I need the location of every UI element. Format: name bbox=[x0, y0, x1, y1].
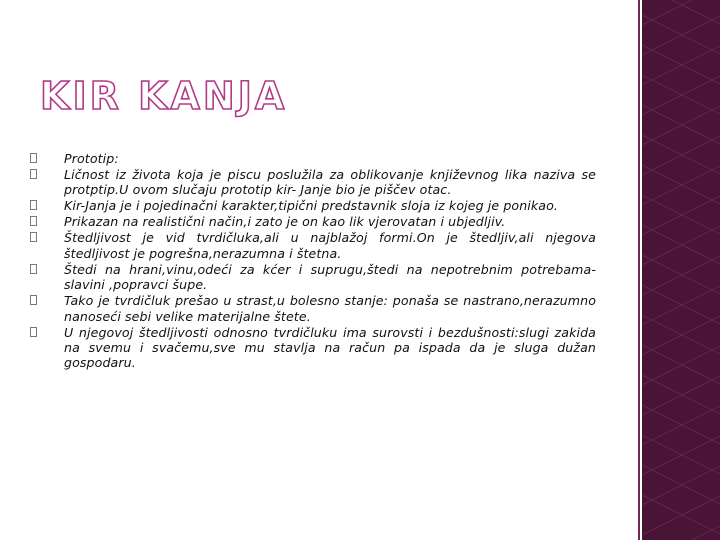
box-bullet-icon bbox=[30, 264, 37, 274]
list-item-text: Tako je tvrdičluk prešao u strast,u bolesno stanje: ponaša se nastrano,nerazumno nanoseći sebi velike materijalne štete. bbox=[64, 293, 596, 324]
list-item bbox=[30, 151, 596, 166]
box-bullet-icon bbox=[30, 295, 37, 305]
side-pattern bbox=[642, 0, 720, 540]
list-item bbox=[30, 214, 596, 229]
box-bullet-icon bbox=[30, 200, 37, 210]
list-item bbox=[30, 167, 596, 198]
list-item bbox=[30, 293, 596, 324]
box-bullet-icon bbox=[30, 232, 37, 242]
list-item-text: Kir-Janja je i pojedinačni karakter,tipični predstavnik sloja iz kojeg je ponikao. bbox=[64, 198, 559, 214]
list-item-text: Prikazan na realistični način,i zato je on kao lik vjerovatan i ubjedljiv. bbox=[64, 214, 506, 230]
box-bullet-icon bbox=[30, 153, 37, 163]
list-item-text: Ličnost iz života koja je piscu poslužila za oblikovanje književnog lika naziva se protptip.U ovom slučaju prototip kir- Janje bio je piščev otac. bbox=[64, 167, 596, 198]
list-item bbox=[30, 325, 596, 371]
list-item bbox=[30, 230, 596, 261]
box-bullet-icon bbox=[30, 169, 37, 179]
side-divider bbox=[638, 0, 640, 540]
list-item-text: Štedi na hrani,vinu,odeći za kćer i suprugu,štedi na nepotrebnim potrebama-slavini ,popravci šupe. bbox=[64, 261, 596, 293]
slide-title bbox=[40, 76, 287, 116]
list-item-text: Prototip: bbox=[64, 151, 119, 166]
bullet-list bbox=[30, 151, 596, 371]
box-bullet-icon bbox=[30, 216, 37, 226]
slide-title-text: KIR KANJA bbox=[40, 74, 288, 118]
box-bullet-icon bbox=[30, 327, 37, 337]
list-item-text: Štedljivost je vid tvrdičluka,ali u najblažoj formi.On je štedljiv,ali njegova štedljivost je pogrešna,nerazumna i štetna. bbox=[64, 230, 596, 261]
decorative-side-panel bbox=[642, 0, 720, 540]
list-item-text: U njegovoj štedljivosti odnosno tvrdičluku ima surovsti i bezdušnosti:slugi zakida na svemu i svačemu,sve mu stavlja na račun pa ispada da je sluga dužan gospodaru. bbox=[64, 324, 596, 371]
list-item bbox=[30, 198, 596, 213]
list-item bbox=[30, 262, 596, 293]
